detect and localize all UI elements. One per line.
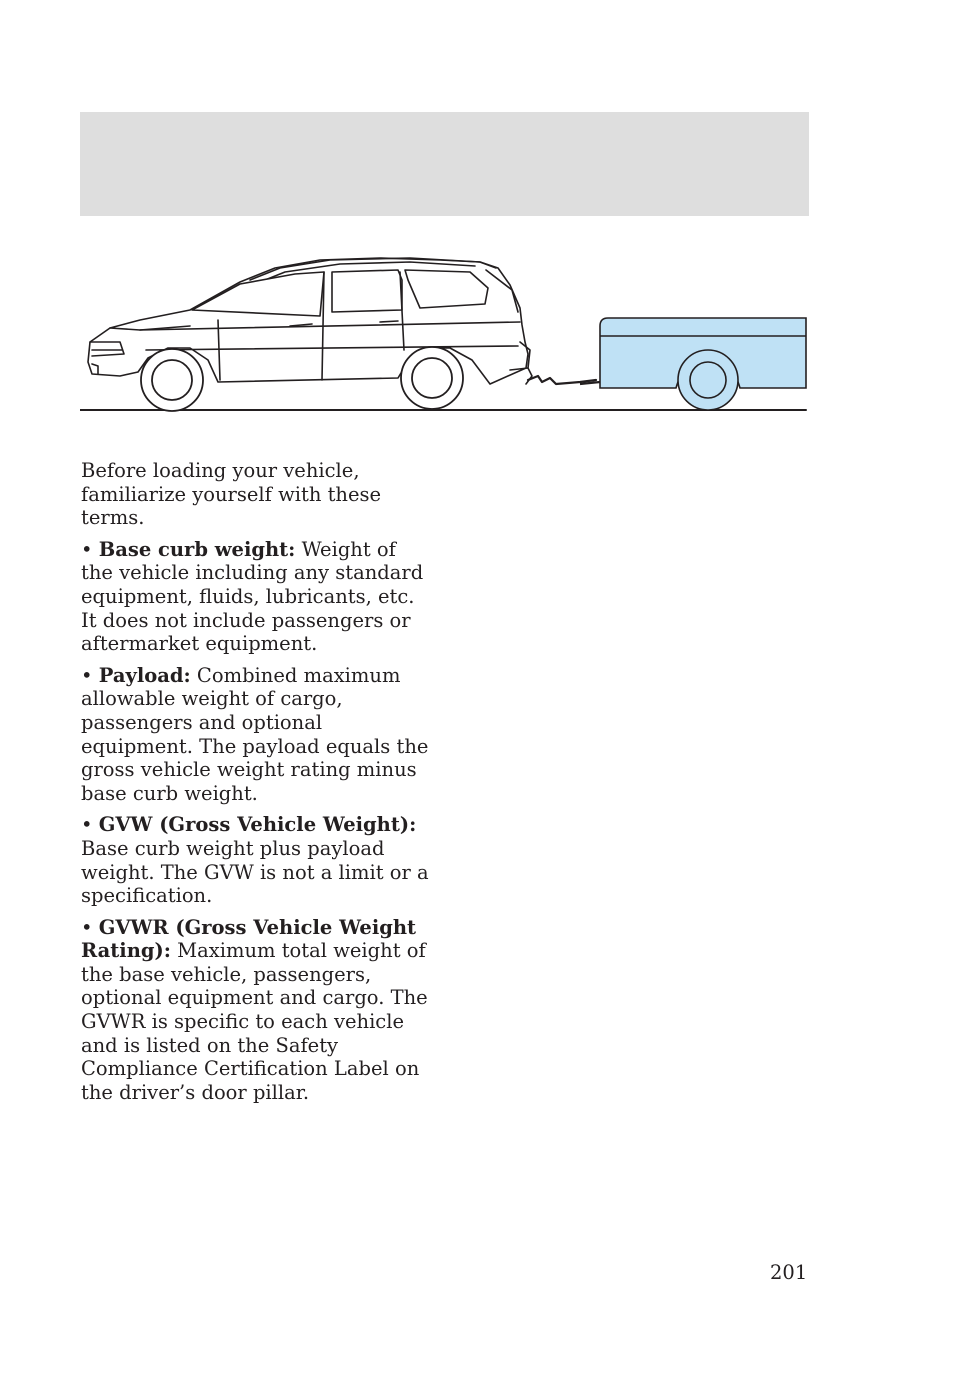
vehicle-towing-illustration: [80, 250, 808, 420]
front-wheel: [141, 349, 203, 411]
definition-text: Weight of the vehicle including any standard equipment, fluids, lubricants, etc. It does not include passengers or aftermarket equipment.: [81, 537, 424, 656]
page-number: 201: [770, 1261, 808, 1284]
rear-door-window: [332, 270, 402, 312]
term-label: GVWR (Gross Vehicle Weight Rating):: [81, 915, 417, 963]
trailer: [580, 318, 806, 410]
bullet: •: [81, 813, 93, 837]
term-label: Payload:: [98, 663, 191, 687]
header-band: [80, 112, 809, 216]
term-label: GVW (Gross Vehicle Weight):: [98, 813, 417, 837]
intro-paragraph: Before loading your vehicle, familiarize yourself with these terms.: [81, 459, 382, 530]
body-text: [81, 459, 433, 1112]
definition-gvw: [81, 813, 433, 907]
bullet: •: [81, 663, 93, 687]
bullet: •: [81, 915, 93, 939]
definition-payload: [81, 664, 433, 806]
bullet: •: [81, 537, 93, 561]
term-label: Base curb weight:: [98, 537, 296, 561]
definition-text: Maximum total weight of the base vehicle, passengers, optional equipment and cargo. The GVWR is specific to each vehicle and is listed on the Safety Compliance Certification Label on the driver’s door pillar.: [81, 939, 428, 1104]
definition-gvwr: [81, 916, 433, 1105]
definition-base-curb-weight: [81, 538, 433, 656]
rear-wheel: [401, 347, 463, 409]
definition-text: Combined maximum allowable weight of cargo, passengers and optional equipment. The payload equals the gross vehicle weight rating minus base curb weight.: [81, 663, 429, 805]
definition-text: Base curb weight plus payload weight. The GVW is not a limit or a specification.: [81, 836, 429, 908]
